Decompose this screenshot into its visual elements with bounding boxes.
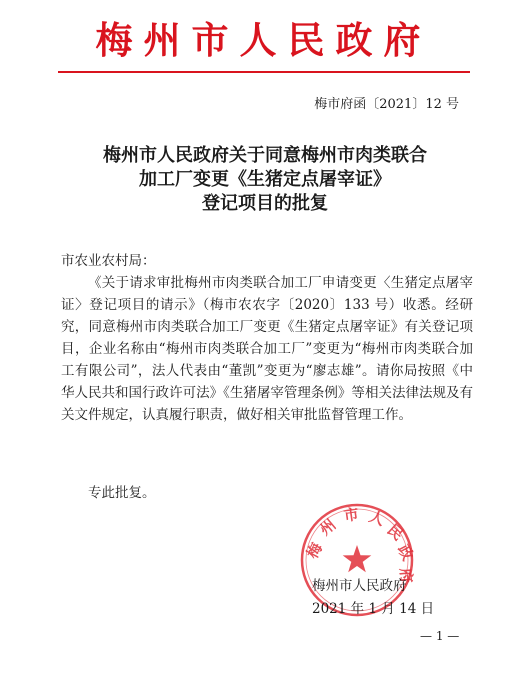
document-title	[60, 144, 470, 216]
closing-remark: 专此批复。	[88, 485, 156, 501]
svg-text:人: 人	[366, 507, 387, 530]
svg-text:民: 民	[383, 520, 407, 544]
document-number: 梅市府函〔2021〕12 号	[314, 97, 459, 112]
title-line-2: 加工厂变更《生猪定点屠宰证》	[139, 169, 391, 190]
svg-text:府: 府	[396, 567, 416, 584]
svg-text:州: 州	[316, 515, 340, 539]
letterhead-red-rule	[58, 71, 470, 73]
recipient: 市农业农村局：	[61, 253, 156, 269]
page-number: — 1 —	[420, 629, 460, 643]
svg-text:市: 市	[342, 505, 360, 526]
svg-text:政: 政	[393, 541, 417, 564]
document-body	[61, 272, 473, 426]
title-line-3: 登记项目的批复	[202, 193, 328, 214]
title-line-1: 梅州市人民政府关于同意梅州市肉类联合	[103, 145, 427, 166]
signing-date: 2021 年 1 月 14 日	[312, 601, 435, 617]
letterhead-title: 梅州市人民政府	[95, 18, 432, 62]
signing-organization: 梅州市人民政府	[312, 578, 407, 594]
svg-text:梅: 梅	[303, 539, 327, 562]
body-paragraph: 《关于请求审批梅州市肉类联合加工厂申请变更〈生猪定点屠宰证〉登记项目的请示》（梅市农农字〔2020〕133 号）收悉。经研究，同意梅州市肉类联合加工厂变更《生猪定点屠宰证》有关登记项目，企业名称由“梅州市肉类联合加工厂”变更为“梅州市肉类联合加工有限公司”，法人代表由“董凯”变更为“廖志雄”。请你局按照《中华人民共和国行政许可法》《生猪屠宰管理条例》等相关法律法规及有关文件规定，认真履行职责，做好相关审批监督管理工作。	[61, 275, 473, 423]
